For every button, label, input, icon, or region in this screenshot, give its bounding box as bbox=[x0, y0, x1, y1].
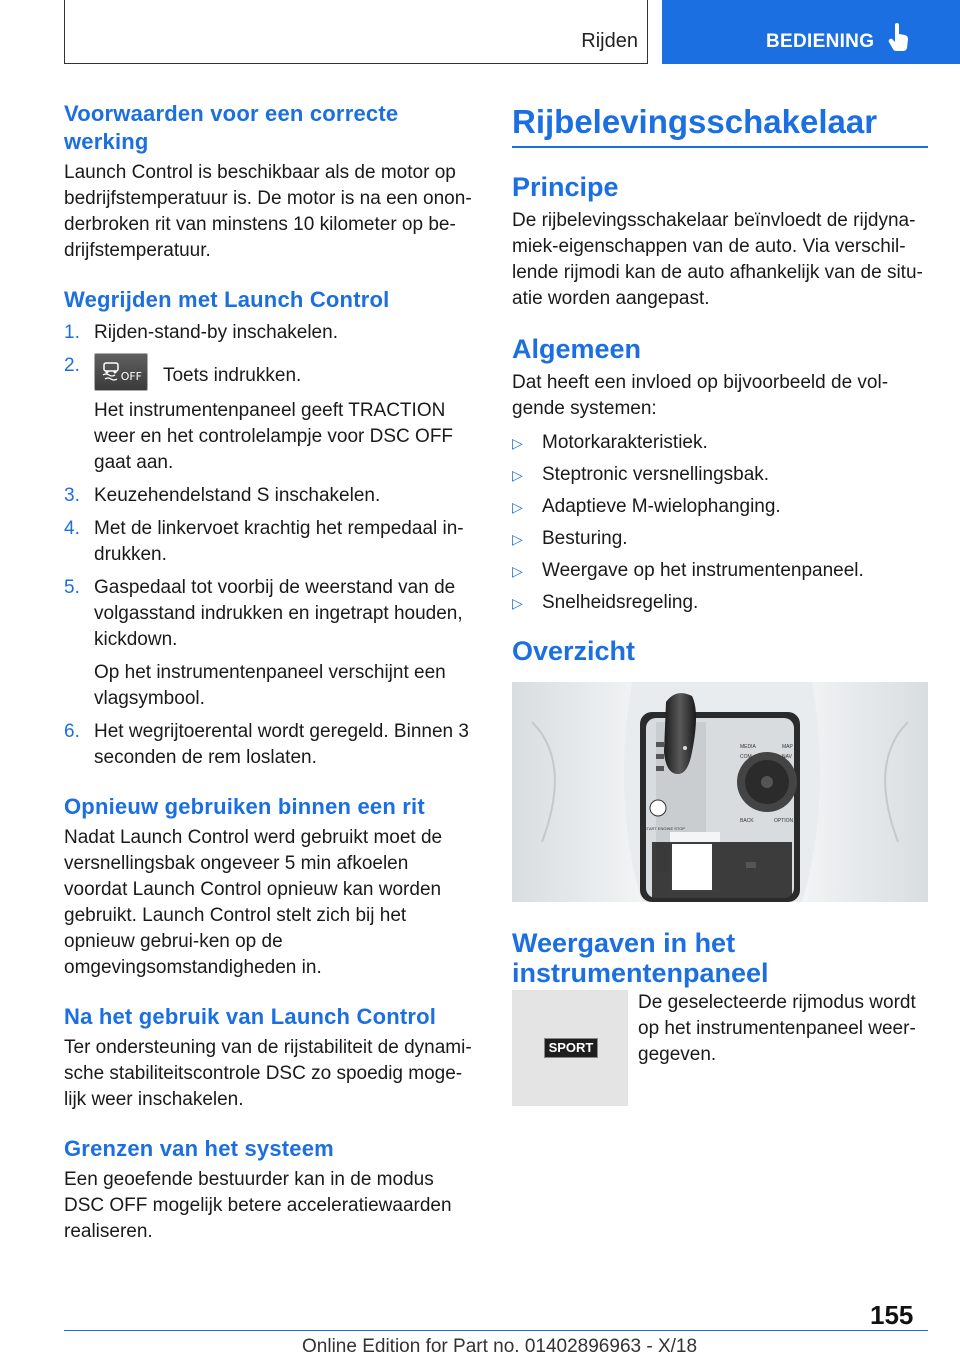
console-label-com: COM bbox=[740, 754, 752, 760]
console-label-media: MEDIA bbox=[740, 744, 756, 750]
step-number: 2. bbox=[64, 355, 80, 376]
chapter-label: BEDIENING bbox=[766, 31, 875, 52]
sport-mode-badge: SPORT bbox=[544, 1038, 598, 1058]
section-heading-grenzen: Grenzen van het systeem bbox=[64, 1136, 334, 1161]
step-text: Het wegrijtoerental wordt geregeld. Binnen 3 seconden de rem loslaten. bbox=[94, 721, 469, 768]
step-item bbox=[64, 516, 476, 568]
list-item bbox=[512, 590, 928, 616]
left-column bbox=[64, 100, 476, 1245]
step-item bbox=[64, 353, 476, 476]
list-item bbox=[512, 526, 928, 552]
section-heading-opnieuw: Opnieuw gebruiken binnen een rit bbox=[64, 794, 425, 819]
list-item-text: Besturing. bbox=[542, 528, 628, 549]
step-subtext: Op het instrumentenpaneel verschijnt een vlagsymbool. bbox=[94, 662, 446, 709]
chapter-heading: Rijbelevingsschakelaar bbox=[512, 100, 928, 148]
section-heading-wegrijden: Wegrijden met Launch Control bbox=[64, 287, 390, 312]
console-label-start: START ENGINE STOP bbox=[644, 826, 686, 831]
list-item-text: Motorkarakteristiek. bbox=[542, 432, 708, 453]
step-text: Met de linkervoet krachtig het rempedaal in-drukken. bbox=[94, 518, 464, 565]
header-chapter-tab[interactable] bbox=[662, 0, 960, 64]
heading-overzicht: Overzicht bbox=[512, 636, 636, 666]
center-console-photo bbox=[512, 682, 928, 902]
heading-algemeen: Algemeen bbox=[512, 334, 642, 364]
triangle-bullet-icon: ▷ bbox=[512, 499, 523, 515]
systems-list bbox=[512, 430, 928, 616]
header-section-title: Rijden bbox=[581, 30, 638, 52]
step-text: Rijden-stand-by inschakelen. bbox=[94, 322, 338, 343]
console-label-back: BACK bbox=[740, 818, 754, 824]
step-text: Gaspedaal tot voorbij de weerstand van de volgasstand indrukken en ingetrapt houden, kickdown. bbox=[94, 577, 463, 650]
paragraph-grenzen: Een geoefende bestuurder kan in de modus DSC OFF mogelijk betere acceleratiewaarden realiseren. bbox=[64, 1169, 452, 1242]
step-text: Toets indrukken. bbox=[162, 365, 302, 386]
heading-weergaven: Weergaven in het instrumentenpaneel bbox=[512, 928, 769, 988]
step-number: 4. bbox=[64, 518, 80, 539]
paragraph-voorwaarden: Launch Control is beschikbaar als de motor op bedrijfstemperatuur is. De motor is na een onon-derbroken rit van minstens 10 kilometer op be-drijfstemperatuur. bbox=[64, 162, 472, 261]
list-item-text: Adaptieve M-wielophanging. bbox=[542, 496, 781, 517]
list-item-text: Snelheidsregeling. bbox=[542, 592, 699, 613]
instrument-panel-image bbox=[512, 990, 628, 1106]
step-number: 6. bbox=[64, 721, 80, 742]
dsc-icon-label: OFF bbox=[120, 370, 142, 383]
step-item bbox=[64, 320, 476, 346]
paragraph-na-gebruik: Ter ondersteuning van de rijstabiliteit de dynami-sche stabiliteitscontrole DSC zo spoedig moge-lijk weer inschakelen. bbox=[64, 1037, 472, 1110]
list-item-text: Weergave op het instrumentenpaneel. bbox=[542, 560, 864, 581]
page-number: 155 bbox=[870, 1300, 914, 1330]
step-number: 5. bbox=[64, 577, 80, 598]
triangle-bullet-icon: ▷ bbox=[512, 531, 523, 547]
console-label-map: MAP bbox=[782, 744, 793, 750]
triangle-bullet-icon: ▷ bbox=[512, 563, 523, 579]
console-label-nav: NAV bbox=[782, 754, 792, 760]
list-item bbox=[512, 494, 928, 520]
right-column bbox=[512, 100, 928, 1106]
step-text: Keuzehendelstand S inschakelen. bbox=[94, 485, 381, 506]
hand-pointer-icon bbox=[888, 22, 910, 52]
step-item bbox=[64, 719, 476, 771]
list-item bbox=[512, 462, 928, 488]
triangle-bullet-icon: ▷ bbox=[512, 595, 523, 611]
paragraph-algemeen: Dat heeft een invloed op bijvoorbeeld de vol-gende systemen: bbox=[512, 372, 889, 419]
triangle-bullet-icon: ▷ bbox=[512, 467, 523, 483]
sport-display-block bbox=[512, 990, 928, 1106]
paragraph-principe: De rijbelevingsschakelaar beïnvloedt de rijdyna-miek-eigenschappen van de auto. Via verschil-lende rijmodi kan de auto afhankelijk van de situ-atie worden aangepast. bbox=[512, 210, 923, 309]
footer-edition: Online Edition for Part no. 01402896963 - X/18 bbox=[302, 1336, 698, 1357]
step-item bbox=[64, 575, 476, 712]
triangle-bullet-icon: ▷ bbox=[512, 435, 523, 451]
step-number: 3. bbox=[64, 485, 80, 506]
list-item bbox=[512, 430, 928, 456]
step-subtext: Het instrumentenpaneel geeft TRACTION weer en het controlelampje voor DSC OFF gaat aan. bbox=[94, 400, 454, 473]
footer-divider bbox=[64, 1330, 928, 1331]
list-item bbox=[512, 558, 928, 584]
console-label-option: OPTION bbox=[774, 818, 794, 824]
section-heading-na-gebruik: Na het gebruik van Launch Control bbox=[64, 1004, 437, 1029]
paragraph-weergaven: De geselecteerde rijmodus wordt op het instrumentenpaneel weer-gegeven. bbox=[638, 992, 916, 1065]
paragraph-opnieuw: Nadat Launch Control werd gebruikt moet de versnellingsbak ongeveer 5 min afkoelen voordat Launch Control opnieuw kan worden gebruikt. Launch Control stelt zich bij het opnieuw gebrui-ken op de omgevingsomstandigheden in. bbox=[64, 827, 443, 978]
list-item-text: Steptronic versnellingsbak. bbox=[542, 464, 770, 485]
heading-principe: Principe bbox=[512, 172, 619, 202]
header-frame bbox=[64, 0, 648, 64]
section-heading-voorwaarden: Voorwaarden voor een correcte werking bbox=[64, 101, 399, 154]
step-number: 1. bbox=[64, 322, 80, 343]
steps-list bbox=[64, 320, 476, 771]
dsc-off-button-icon bbox=[94, 353, 148, 391]
step-item bbox=[64, 483, 476, 509]
